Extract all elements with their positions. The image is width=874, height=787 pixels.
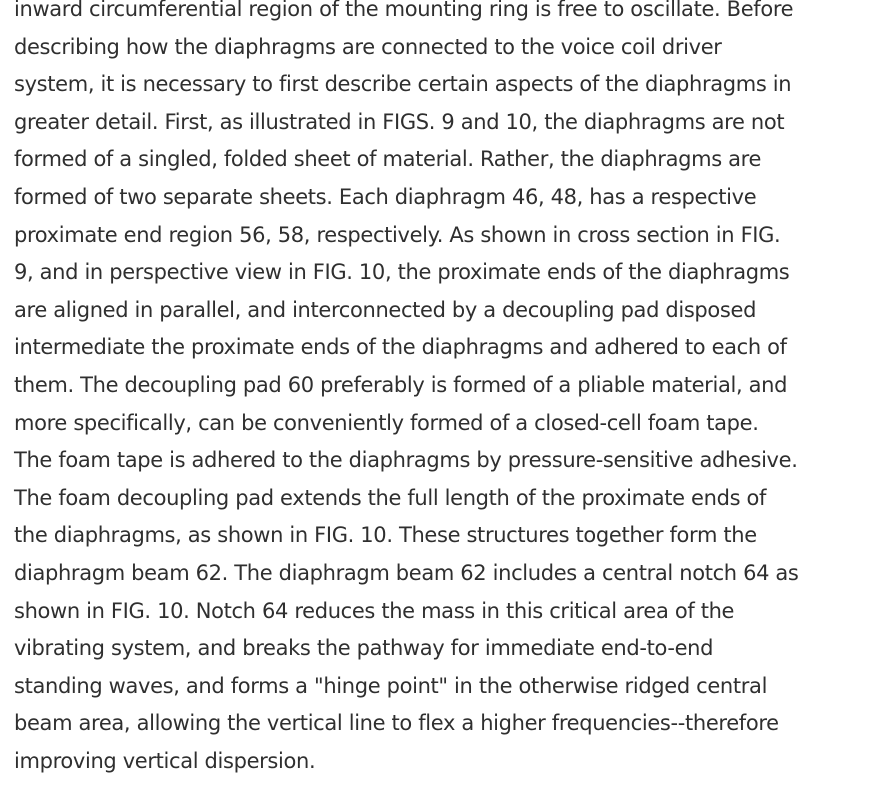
text-line: them. The decoupling pad 60 preferably is formed of a pliable material, and xyxy=(14,372,788,397)
text-line: inward circumferential region of the mounting ring is free to oscillate. Before xyxy=(14,0,794,21)
text-line: are aligned in parallel, and interconnected by a decoupling pad disposed xyxy=(14,297,757,322)
paragraph xyxy=(14,0,864,780)
text-line: beam area, allowing the vertical line to flex a higher frequencies--therefore xyxy=(14,711,779,736)
text-line: proximate end region 56, 58, respectively. As shown in cross section in FIG. xyxy=(14,222,781,247)
text-line: standing waves, and forms a "hinge point" in the otherwise ridged central xyxy=(14,673,768,698)
text-line: greater detail. First, as illustrated in FIGS. 9 and 10, the diaphragms are not xyxy=(14,109,785,134)
text-line: shown in FIG. 10. Notch 64 reduces the mass in this critical area of the xyxy=(14,598,735,623)
text-line: diaphragm beam 62. The diaphragm beam 62 includes a central notch 64 as xyxy=(14,560,799,585)
text-line: intermediate the proximate ends of the diaphragms and adhered to each of xyxy=(14,335,787,360)
text-line: The foam decoupling pad extends the full length of the proximate ends of xyxy=(14,485,767,510)
text-line: The foam tape is adhered to the diaphragms by pressure-sensitive adhesive. xyxy=(14,448,798,473)
text-line: formed of two separate sheets. Each diaphragm 46, 48, has a respective xyxy=(14,184,757,209)
text-line: more specifically, can be conveniently formed of a closed-cell foam tape. xyxy=(14,410,759,435)
text-line: improving vertical dispersion. xyxy=(14,748,316,773)
text-line: vibrating system, and breaks the pathway for immediate end-to-end xyxy=(14,636,714,661)
text-line: system, it is necessary to first describe certain aspects of the diaphragms in xyxy=(14,72,792,97)
document-body xyxy=(14,0,864,780)
text-line: 9, and in perspective view in FIG. 10, the proximate ends of the diaphragms xyxy=(14,260,790,285)
text-line: formed of a singled, folded sheet of material. Rather, the diaphragms are xyxy=(14,147,762,172)
text-line: describing how the diaphragms are connected to the voice coil driver xyxy=(14,34,722,59)
text-line: the diaphragms, as shown in FIG. 10. These structures together form the xyxy=(14,523,757,548)
